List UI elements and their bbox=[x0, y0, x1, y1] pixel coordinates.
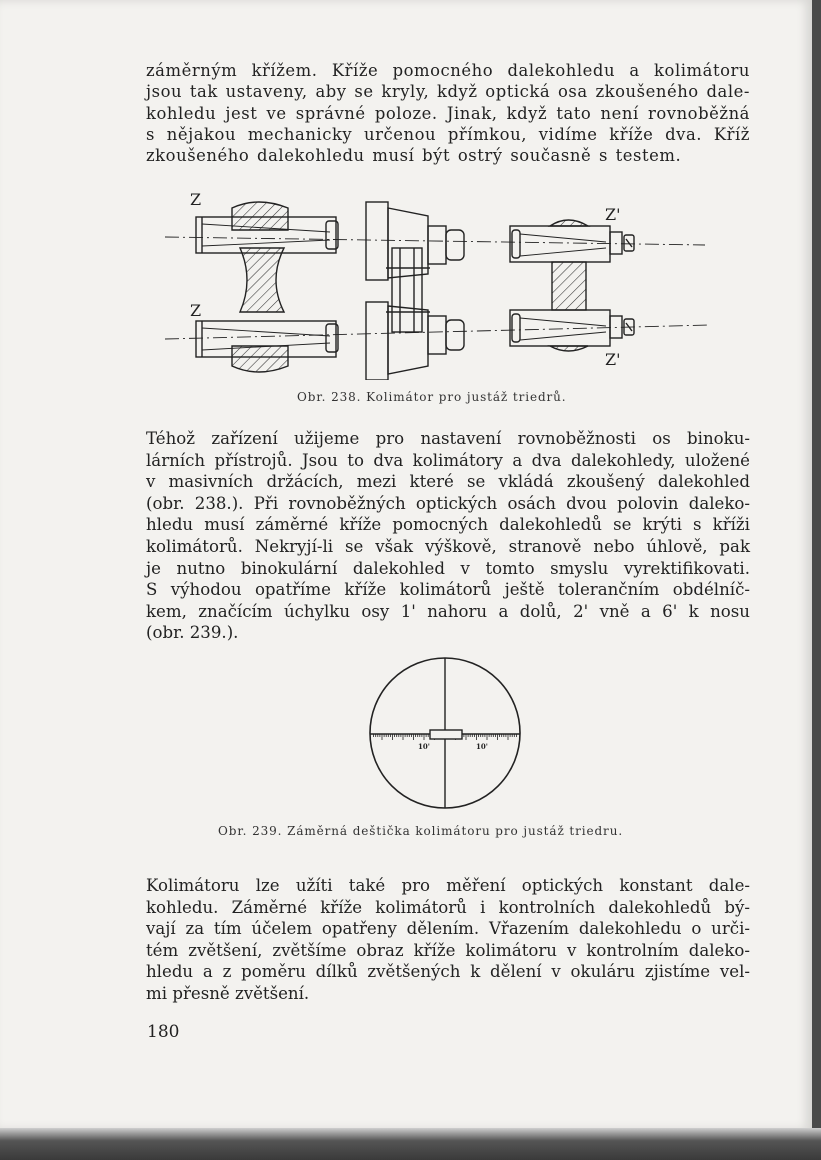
paragraph-3 bbox=[146, 875, 750, 1005]
figure-238-caption: Obr. 238. Kolimátor pro justáž triedrů. bbox=[297, 390, 567, 404]
text-line: hledu a z poměru dílků zvětšených k dělení v okuláru zjistíme vel- bbox=[146, 962, 750, 982]
text-line: (obr. 238.). Při rovnoběžných optických osách dvou polovin daleko- bbox=[146, 493, 750, 513]
text-line: jsou tak ustaveny, aby se kryly, když optická osa zkoušeného dale- bbox=[146, 82, 750, 102]
page-number: 180 bbox=[147, 1022, 180, 1042]
text-line: kem, značícím úchylku osy 1' nahoru a dolů, 2' vně a 6' k nosu bbox=[146, 601, 750, 621]
figure-239-reticle-diagram bbox=[366, 654, 526, 814]
text-line: vají za tím účelem opatřeny dělením. Vřazením dalekohledu o urči- bbox=[146, 919, 750, 939]
text-line: tém zvětšení, zvětšíme obraz kříže kolimátoru v kontrolním daleko- bbox=[146, 940, 750, 960]
text-line: zkoušeného dalekohledu musí být ostrý současně s testem. bbox=[146, 146, 682, 166]
text-line: Téhož zařízení užijeme pro nastavení rovnoběžnosti os binoku- bbox=[146, 429, 750, 448]
text-line: S výhodou opatříme kříže kolimátorů ještě tolerančním obdélníč- bbox=[146, 580, 750, 600]
text-line: hledu musí záměrné kříže pomocných dalekohledů se krýti s kříži bbox=[146, 515, 750, 535]
paragraph-1 bbox=[146, 60, 750, 166]
scale-label-left: 10' bbox=[418, 742, 430, 751]
text-line: v masivních držácích, mezi které se vkládá zkoušený dalekohled bbox=[146, 472, 750, 492]
label-z-prime-bottom: Z' bbox=[605, 350, 621, 369]
paragraph-2 bbox=[146, 428, 750, 644]
label-z-bottom: Z bbox=[190, 301, 202, 320]
text-line: kolimátorů. Nekryjí-li se však výškově, stranově nebo úhlově, pak bbox=[146, 536, 750, 556]
text-line: (obr. 239.). bbox=[146, 623, 239, 643]
text-line: mi přesně zvětšení. bbox=[146, 983, 310, 1003]
figure-239-caption: Obr. 239. Záměrná deštička kolimátoru pro justáž triedru. bbox=[218, 824, 624, 838]
text-line: záměrným křížem. Kříže pomocného dalekohledu a kolimátoru bbox=[146, 61, 750, 80]
text-line: Kolimátoru lze užíti také pro měření optických konstant dale- bbox=[146, 876, 750, 895]
text-line: kohledu. Záměrné kříže kolimátorů i kontrolních dalekohledů bý- bbox=[146, 897, 750, 917]
scale-label-right: 10' bbox=[476, 742, 488, 751]
text-line: je nutno binokulární dalekohled v tomto smyslu vyrektifikovati. bbox=[146, 558, 750, 578]
text-line: s nějakou mechanicky určenou přímkou, vidíme kříže dva. Kříž bbox=[146, 124, 750, 144]
figure-238-collimator-diagram bbox=[160, 190, 720, 380]
text-line: kohledu jest ve správné poloze. Jinak, když tato není rovnoběžná bbox=[146, 103, 750, 123]
label-z-top: Z bbox=[190, 190, 202, 209]
label-z-prime-top: Z' bbox=[605, 205, 621, 224]
text-line: lárních přístrojů. Jsou to dva kolimátory a dva dalekohledy, uložené bbox=[146, 450, 750, 470]
